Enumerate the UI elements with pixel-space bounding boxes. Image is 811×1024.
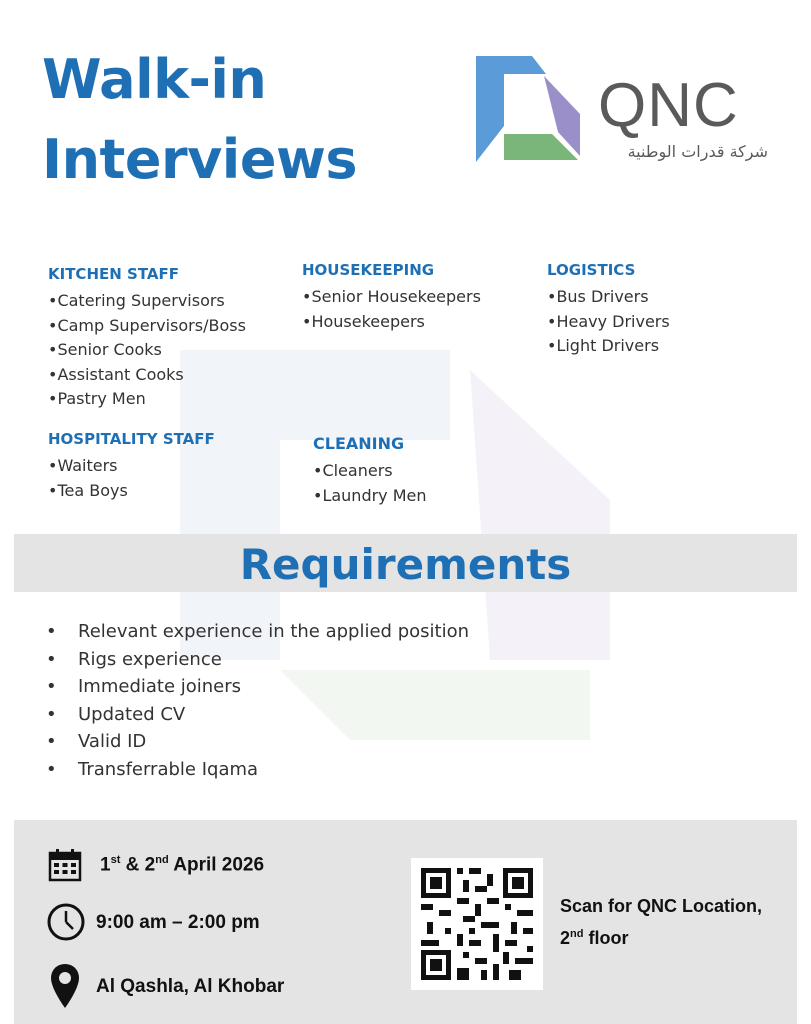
qr-code[interactable] bbox=[411, 858, 543, 990]
category-hospitality bbox=[48, 430, 215, 503]
category-list bbox=[48, 454, 215, 503]
category-heading: LOGISTICS bbox=[547, 261, 636, 279]
requirement-text: Relevant experience in the applied position bbox=[78, 621, 469, 642]
category-heading: HOUSEKEEPING bbox=[302, 261, 435, 279]
category-list bbox=[313, 459, 427, 508]
requirements-title: Requirements bbox=[239, 540, 572, 589]
category-cleaning bbox=[313, 434, 427, 508]
list-item: •Housekeepers bbox=[302, 311, 425, 331]
calendar-icon bbox=[48, 848, 82, 882]
bullet: • bbox=[46, 758, 57, 780]
list-item: •Tea Boys bbox=[48, 480, 128, 500]
list-item: •Catering Supervisors bbox=[48, 291, 225, 310]
list-item bbox=[46, 756, 469, 784]
requirements-list bbox=[46, 618, 469, 784]
category-kitchen bbox=[48, 265, 246, 412]
list-item bbox=[46, 618, 469, 646]
scan-line-1: Scan for QNC Location, bbox=[560, 896, 763, 916]
list-item: •Waiters bbox=[48, 456, 118, 475]
requirement-text: Transferrable Iqama bbox=[78, 758, 259, 780]
list-item: •Light Drivers bbox=[547, 336, 660, 355]
requirement-text: Valid ID bbox=[78, 731, 147, 753]
list-item bbox=[46, 701, 469, 729]
page-title bbox=[42, 40, 357, 200]
category-heading: CLEANING bbox=[313, 434, 405, 453]
category-heading: HOSPITALITY STAFF bbox=[48, 430, 215, 448]
list-item bbox=[46, 673, 469, 701]
category-housekeeping bbox=[302, 261, 481, 334]
list-item: •Assistant Cooks bbox=[48, 364, 184, 384]
scan-line-2: 2nd floor bbox=[560, 928, 629, 948]
event-date: 1st & 2nd April 2026 bbox=[100, 854, 265, 876]
category-list bbox=[302, 285, 481, 334]
list-item bbox=[46, 728, 469, 756]
category-logistics bbox=[547, 261, 670, 359]
event-location: Al Qashla, Al Khobar bbox=[96, 976, 285, 997]
list-item: •Bus Drivers bbox=[547, 287, 649, 306]
logo-arabic-text: شركة قدرات الوطنية bbox=[627, 142, 768, 161]
list-item: •Laundry Men bbox=[313, 485, 427, 505]
requirement-text: Immediate joiners bbox=[78, 676, 242, 698]
category-heading: KITCHEN STAFF bbox=[48, 265, 179, 283]
list-item: •Heavy Drivers bbox=[547, 311, 670, 331]
bullet: • bbox=[46, 703, 57, 725]
list-item: •Camp Supervisors/Boss bbox=[48, 315, 246, 335]
list-item: •Senior Cooks bbox=[48, 340, 162, 359]
clock-icon bbox=[46, 902, 86, 942]
list-item: •Cleaners bbox=[313, 461, 393, 480]
event-time: 9:00 am – 2:00 pm bbox=[96, 912, 260, 933]
bullet: • bbox=[46, 648, 57, 670]
title-line-1: Walk-in bbox=[42, 48, 267, 111]
bullet: • bbox=[46, 731, 57, 753]
requirement-text: Updated CV bbox=[78, 703, 186, 725]
bullet: • bbox=[46, 676, 57, 698]
requirement-text: Rigs experience bbox=[78, 648, 222, 670]
logo-wordmark: QNC bbox=[598, 71, 739, 140]
category-list bbox=[547, 285, 670, 359]
location-pin-icon bbox=[50, 962, 80, 1010]
list-item: •Pastry Men bbox=[48, 389, 146, 408]
list-item bbox=[46, 646, 469, 674]
bullet: • bbox=[46, 621, 57, 642]
category-list bbox=[48, 289, 246, 412]
list-item: •Senior Housekeepers bbox=[302, 287, 481, 306]
title-line-2: Interviews bbox=[42, 128, 357, 191]
scan-instruction bbox=[560, 892, 762, 952]
